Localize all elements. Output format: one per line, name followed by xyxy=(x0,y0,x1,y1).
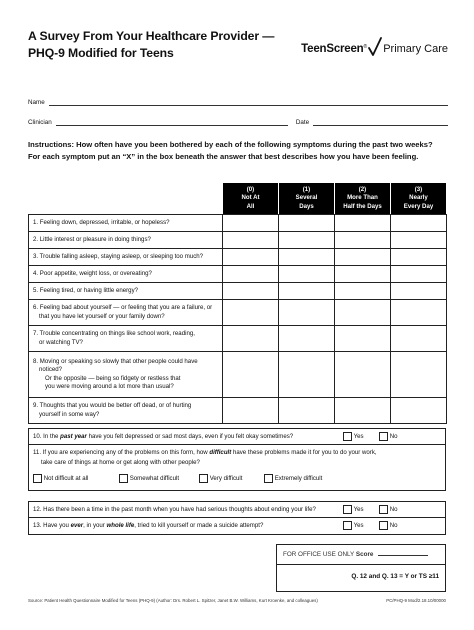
table-row xyxy=(29,249,447,266)
q12-no-checkbox[interactable] xyxy=(379,505,388,514)
answer-cell[interactable] xyxy=(279,300,335,326)
form-title-line1: A Survey From Your Healthcare Provider — xyxy=(28,29,275,43)
question-11 xyxy=(28,445,446,491)
score-field[interactable] xyxy=(378,555,428,556)
table-row xyxy=(29,352,447,398)
checkmark-icon xyxy=(368,37,382,57)
answer-cell[interactable] xyxy=(391,352,447,398)
clinician-field[interactable] xyxy=(56,125,288,126)
answer-cell[interactable] xyxy=(335,300,391,326)
table-row xyxy=(29,232,447,249)
form-title xyxy=(28,28,274,62)
q12-no-option xyxy=(379,505,398,514)
question-text: 3. Trouble falling asleep, staying asleep, or sleeping too much? xyxy=(29,249,223,266)
column-header-not-at-all: (0) Not At All xyxy=(223,183,279,215)
question-text: 9. Thoughts that you would be better off dead, or of hurting yourself in some way? xyxy=(29,398,223,424)
question-11-text-line2: take care of things at home or get along with other people? xyxy=(41,459,200,466)
q10-yes-option xyxy=(343,432,364,441)
office-use-label: FOR OFFICE USE ONLY xyxy=(283,551,355,558)
question-11-text: 11. If you are experiencing any of the problems on this form, how difficult have these problems made it for you to do your work, xyxy=(33,449,377,456)
column-header-nearly-every-day: (3) Nearly Every Day xyxy=(391,183,447,215)
answer-cell[interactable] xyxy=(335,283,391,300)
instructions-line1: Instructions: How often have you been bothered by each of the following symptoms during the past two weeks? xyxy=(28,140,433,149)
instructions-line2: For each symptom put an “X” in the box beneath the answer that best describes how you have been feeling. xyxy=(28,152,419,161)
question-text: 8. Moving or speaking so slowly that other people could have noticed? Or the opposite — being so fidgety or restless that you were moving around a lot more than usual? xyxy=(29,352,223,398)
score-label: Score xyxy=(355,551,374,558)
answer-cell[interactable] xyxy=(223,352,279,398)
q13-yes-label: Yes xyxy=(353,522,364,530)
question-13 xyxy=(28,518,446,535)
q11-very-difficult-checkbox[interactable] xyxy=(199,474,208,483)
q11-extremely-difficult-checkbox[interactable] xyxy=(264,474,273,483)
answer-cell[interactable] xyxy=(223,232,279,249)
question-12-text: 12. Has there been a time in the past month when you have had serious thoughts about ending your life? xyxy=(33,506,316,513)
q11-option-somewhat-difficult: Somewhat difficult xyxy=(119,474,179,483)
answer-cell[interactable] xyxy=(279,283,335,300)
answer-cell[interactable] xyxy=(391,398,447,424)
q12-no-label: No xyxy=(389,506,398,514)
answer-cell[interactable] xyxy=(279,249,335,266)
answer-cell[interactable] xyxy=(335,232,391,249)
table-header-row xyxy=(29,183,447,215)
q11-option-not-difficult: Not difficult at all xyxy=(33,474,88,483)
answer-cell[interactable] xyxy=(223,249,279,266)
table-row xyxy=(29,215,447,232)
question-10 xyxy=(28,428,446,445)
answer-cell[interactable] xyxy=(279,352,335,398)
footer xyxy=(28,598,446,603)
q11-option-very-difficult: Very difficult xyxy=(199,474,242,483)
q13-no-checkbox[interactable] xyxy=(379,521,388,530)
answer-cell[interactable] xyxy=(223,266,279,283)
question-text: 2. Little interest or pleasure in doing things? xyxy=(29,232,223,249)
q12-yes-option xyxy=(343,505,364,514)
table-row xyxy=(29,283,447,300)
question-13-text: 13. Have you ever, in your whole life, tried to kill yourself or made a suicide attempt? xyxy=(33,522,264,529)
answer-cell[interactable] xyxy=(391,266,447,283)
answer-cell[interactable] xyxy=(391,232,447,249)
question-text: 7. Trouble concentrating on things like school work, reading, or watching TV? xyxy=(29,326,223,352)
footer-code: PC/PHQ-9 Mod/2.18.10/00000 xyxy=(386,598,446,603)
table-row xyxy=(29,300,447,326)
q10-yes-checkbox[interactable] xyxy=(343,432,352,441)
table-row xyxy=(29,326,447,352)
answer-cell[interactable] xyxy=(279,266,335,283)
answer-cell[interactable] xyxy=(223,300,279,326)
header-blank-cell xyxy=(29,183,223,215)
date-label: Date xyxy=(295,119,310,126)
question-text: 4. Poor appetite, weight loss, or overeating? xyxy=(29,266,223,283)
clinician-label: Clinician xyxy=(28,119,52,126)
answer-cell[interactable] xyxy=(391,215,447,232)
question-10-text: 10. In the past year have you felt depressed or sad most days, even if you felt okay sometimes? xyxy=(33,433,294,440)
date-field[interactable] xyxy=(313,125,448,126)
q13-no-label: No xyxy=(389,522,398,530)
answer-cell[interactable] xyxy=(391,326,447,352)
answer-cell[interactable] xyxy=(279,326,335,352)
answer-cell[interactable] xyxy=(279,215,335,232)
office-criteria: Q. 12 and Q. 13 = Y or TS ≥11 xyxy=(351,573,439,580)
q10-no-label: No xyxy=(389,433,398,441)
answer-cell[interactable] xyxy=(335,398,391,424)
answer-cell[interactable] xyxy=(223,215,279,232)
answer-cell[interactable] xyxy=(391,300,447,326)
question-text: 6. Feeling bad about yourself — or feeling that you are a failure, or that you have let yourself or your family down? xyxy=(29,300,223,326)
question-text: 1. Feeling down, depressed, irritable, or hopeless? xyxy=(29,215,223,232)
column-header-more-than-half: (2) More Than Half the Days xyxy=(335,183,391,215)
answer-cell[interactable] xyxy=(335,326,391,352)
footer-source: Source: Patient Health Questionnaire Modified for Teens (PHQ-9) (Author: Drs. Robert L. Spitzer, Janet B.W. Williams, Kurt Kroenke, and colleagues) xyxy=(28,598,318,603)
q11-not-difficult-checkbox[interactable] xyxy=(33,474,42,483)
answer-cell[interactable] xyxy=(223,326,279,352)
column-header-several-days: (1) Several Days xyxy=(279,183,335,215)
q10-no-checkbox[interactable] xyxy=(379,432,388,441)
office-use-box xyxy=(276,544,446,592)
q13-yes-checkbox[interactable] xyxy=(343,521,352,530)
name-field-row xyxy=(28,99,448,106)
q13-no-option xyxy=(379,521,398,530)
answer-cell[interactable] xyxy=(335,249,391,266)
q11-option-extremely-difficult: Extremely difficult xyxy=(264,474,322,483)
q10-yes-label: Yes xyxy=(353,433,364,441)
answer-cell[interactable] xyxy=(279,398,335,424)
name-label: Name xyxy=(28,99,45,106)
brand-subtitle: Primary Care xyxy=(383,43,448,55)
clinician-date-row xyxy=(28,119,448,126)
instructions xyxy=(28,139,448,163)
symptom-table xyxy=(28,182,447,424)
brand-name: TeenScreen xyxy=(301,43,364,55)
brand-logo xyxy=(301,33,448,55)
name-field[interactable] xyxy=(49,105,448,106)
table-row xyxy=(29,266,447,283)
answer-cell[interactable] xyxy=(335,352,391,398)
answer-cell[interactable] xyxy=(335,215,391,232)
q13-yes-option xyxy=(343,521,364,530)
q12-yes-label: Yes xyxy=(353,506,364,514)
brand-registered-mark: ® xyxy=(363,44,368,50)
q12-yes-checkbox[interactable] xyxy=(343,505,352,514)
form-title-line2: PHQ-9 Modified for Teens xyxy=(28,46,174,60)
question-text: 5. Feeling tired, or having little energy? xyxy=(29,283,223,300)
answer-cell[interactable] xyxy=(335,266,391,283)
answer-cell[interactable] xyxy=(391,249,447,266)
q11-somewhat-difficult-checkbox[interactable] xyxy=(119,474,128,483)
table-row xyxy=(29,398,447,424)
answer-cell[interactable] xyxy=(391,283,447,300)
q10-no-option xyxy=(379,432,398,441)
answer-cell[interactable] xyxy=(223,283,279,300)
question-12 xyxy=(28,501,446,518)
answer-cell[interactable] xyxy=(279,232,335,249)
office-score-row xyxy=(277,545,445,565)
answer-cell[interactable] xyxy=(223,398,279,424)
